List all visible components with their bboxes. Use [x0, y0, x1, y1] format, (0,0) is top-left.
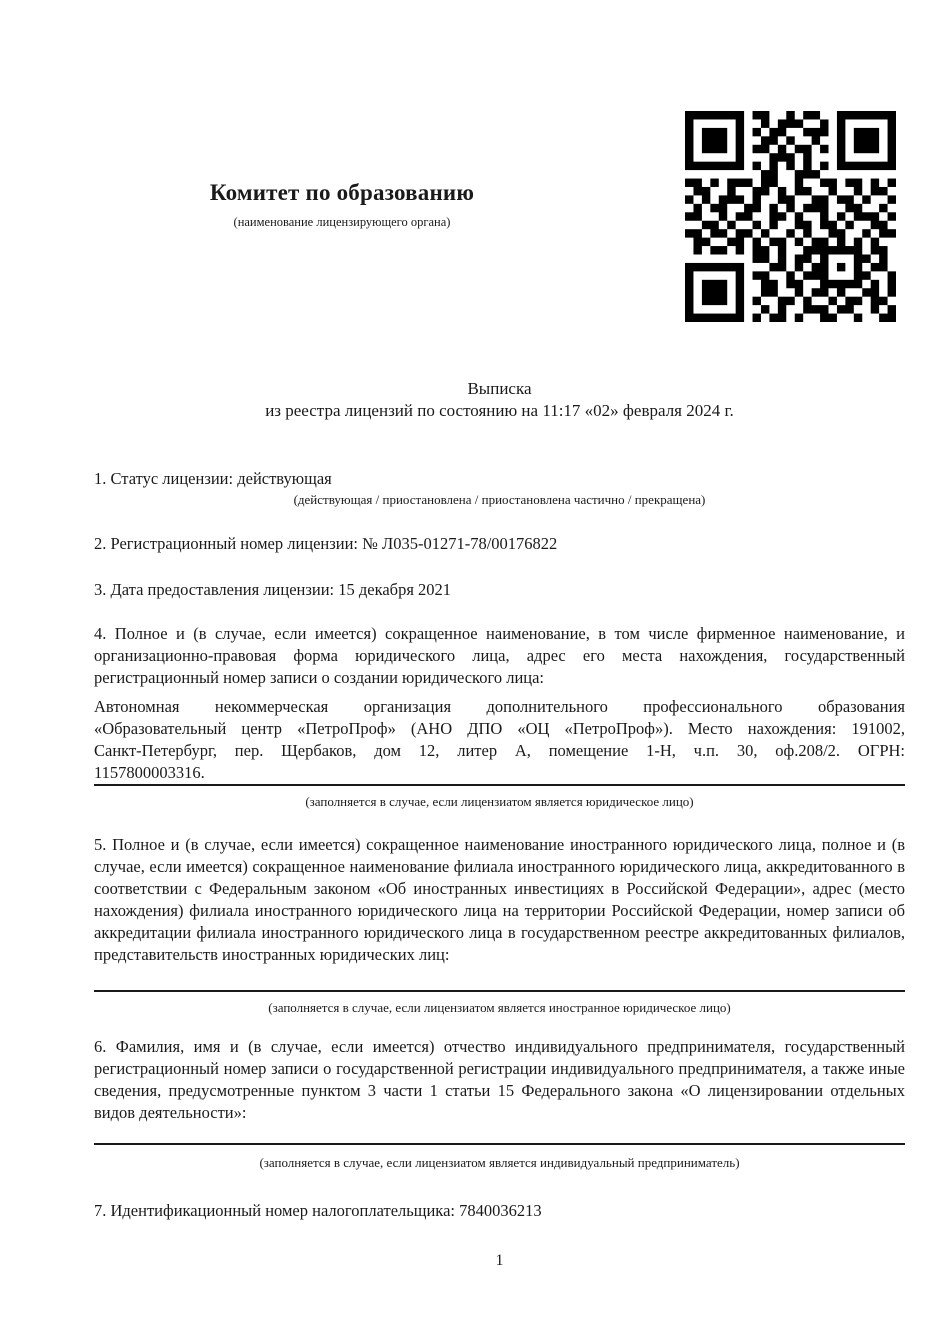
document-title	[94, 378, 905, 422]
section-3-grant-date: 3. Дата предоставления лицензии: 15 декабря 2021	[94, 580, 452, 599]
section-4-note: (заполняется в случае, если лицензиатом является юридическое лицо)	[305, 794, 694, 809]
section-5-foreign-entity: 5. Полное и (в случае, если имеется) сокращенное наименование иностранного юридического лица, полное и (в случае, если имеется) сокращенное наименование филиала иностранного юридического лица, аккредитованного в соответствии с Федеральным законом «Об иностранных инвестициях в Российской Федерации», адрес (место нахождения) филиала иностранного юридического лица на территории Российской Федерации, номер записи об аккредитации филиала иностранного юридического лица в государственном реестре аккредитованных филиалов, представительств иностранных юридических лиц:	[94, 835, 905, 964]
section-4-legal-entity-intro: 4. Полное и (в случае, если имеется) сокращенное наименование, в том числе фирменное наименование, и организационно-правовая форма юридического лица, адрес его места нахождения, государственный регистрационный номер записи о создании юридического лица:	[94, 624, 905, 687]
section-1-note: (действующая / приостановлена / приостановлена частично / прекращена)	[293, 492, 706, 507]
authority-caption: (наименование лицензирующего органа)	[233, 215, 451, 230]
section-6-note: (заполняется в случае, если лицензиатом является индивидуальный предприниматель)	[259, 1155, 740, 1170]
document-body	[94, 0, 905, 1270]
document-title-line2: из реестра лицензий по состоянию на 11:17 «02» февраля 2024 г.	[265, 401, 734, 420]
section-5-fill-line	[94, 990, 905, 992]
section-6-fill-line	[94, 1143, 905, 1145]
section-5-note: (заполняется в случае, если лицензиатом является иностранное юридическое лицо)	[268, 1000, 731, 1015]
section-4-legal-entity-value: Автономная некоммерческая организация дополнительного профессионального образования «Образовательный центр «ПетроПроф» (АНО ДПО «ОЦ «ПетроПроф»). Место нахождения: 191002, Санкт-Петербург, пер. Щербаков, дом 12, литер А, помещение 1-Н, ч.п. 30, оф.208/2. ОГРН: 1157800003316.	[94, 697, 905, 782]
authority-name: Комитет по образованию	[209, 180, 475, 205]
section-4-fill-line	[94, 784, 905, 786]
section-1-license-status: 1. Статус лицензии: действующая	[94, 469, 332, 488]
page-number: 1	[495, 1252, 504, 1269]
section-6-individual-entrepreneur: 6. Фамилия, имя и (в случае, если имеется) отчество индивидуального предпринимателя, государственный регистрационный номер записи о государственной регистрации индивидуального предпринимателя, а также иные сведения, предусмотренные пунктом 3 части 1 статьи 15 Федерального закона «О лицензировании отдельных видов деятельности»:	[94, 1037, 905, 1122]
section-2-registration-number: 2. Регистрационный номер лицензии: № Л035-01271-78/00176822	[94, 534, 558, 553]
document-title-line1: Выписка	[467, 379, 532, 398]
section-7-taxpayer-number: 7. Идентификационный номер налогоплательщика: 7840036213	[94, 1201, 542, 1220]
